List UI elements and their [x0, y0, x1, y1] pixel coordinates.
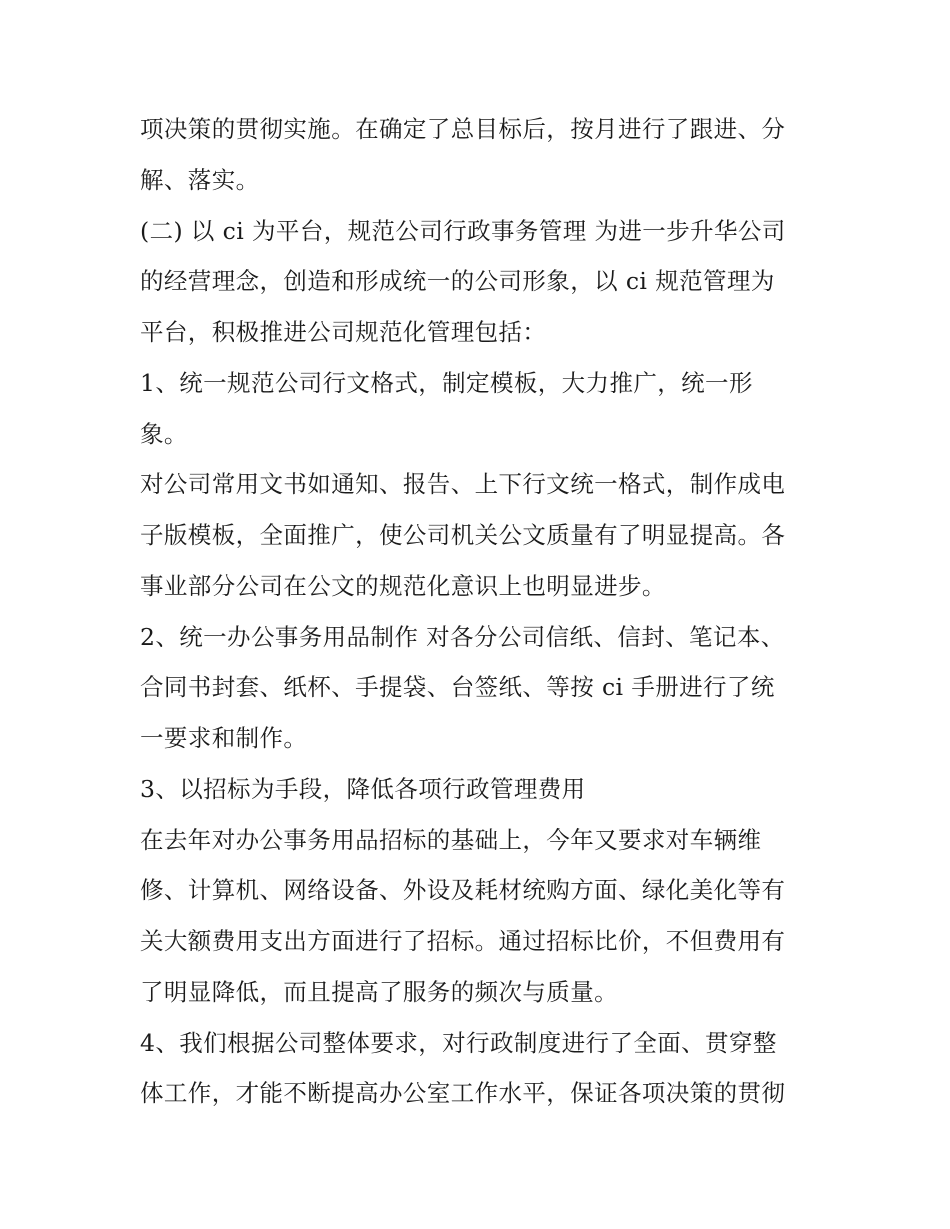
text-line: 一要求和制作。 [140, 724, 308, 752]
text-line: 象。 [140, 420, 188, 448]
text-line: 了明显降低，而且提高了服务的频次与质量。 [140, 978, 618, 1006]
text-line: 1、统一规范公司行文格式，制定模板，大力推广，统一形 [140, 369, 753, 397]
text-line: 子版模板，全面推广，使公司机关公文质量有了明显提高。各 [140, 521, 786, 549]
text-line: 平台，积极推进公司规范化管理包括： [140, 318, 547, 346]
text-line: 合同书封套、纸杯、手提袋、台签纸、等按 ci 手册进行了统 [140, 673, 775, 701]
text-line: 体工作，才能不断提高办公室工作水平，保证各项决策的贯彻 [140, 1079, 786, 1107]
text-line: 事业部分公司在公文的规范化意识上也明显进步。 [140, 572, 666, 600]
text-line: 4、我们根据公司整体要求，对行政制度进行了全面、贯穿整 [140, 1029, 777, 1057]
text-line: 的经营理念，创造和形成统一的公司形象，以 ci 规范管理为 [140, 267, 775, 295]
text-line: (二) 以 ci 为平台，规范公司行政事务管理 为进一步升华公司 [140, 217, 786, 245]
text-line: 在去年对办公事务用品招标的基础上，今年又要求对车辆维 [140, 826, 762, 854]
text-line: 2、统一办公事务用品制作 对各分公司信纸、信封、笔记本、 [140, 623, 785, 651]
text-line: 修、计算机、网络设备、外设及耗材统购方面、绿化美化等有 [140, 876, 786, 904]
text-line: 关大额费用支出方面进行了招标。通过招标比价，不但费用有 [140, 927, 786, 955]
text-line: 项决策的贯彻实施。在确定了总目标后，按月进行了跟进、分 [140, 115, 786, 143]
text-line: 3、以招标为手段，降低各项行政管理费用 [140, 775, 586, 803]
text-line: 对公司常用文书如通知、报告、上下行文统一格式，制作成电 [140, 470, 786, 498]
text-line: 解、落实。 [140, 166, 260, 194]
